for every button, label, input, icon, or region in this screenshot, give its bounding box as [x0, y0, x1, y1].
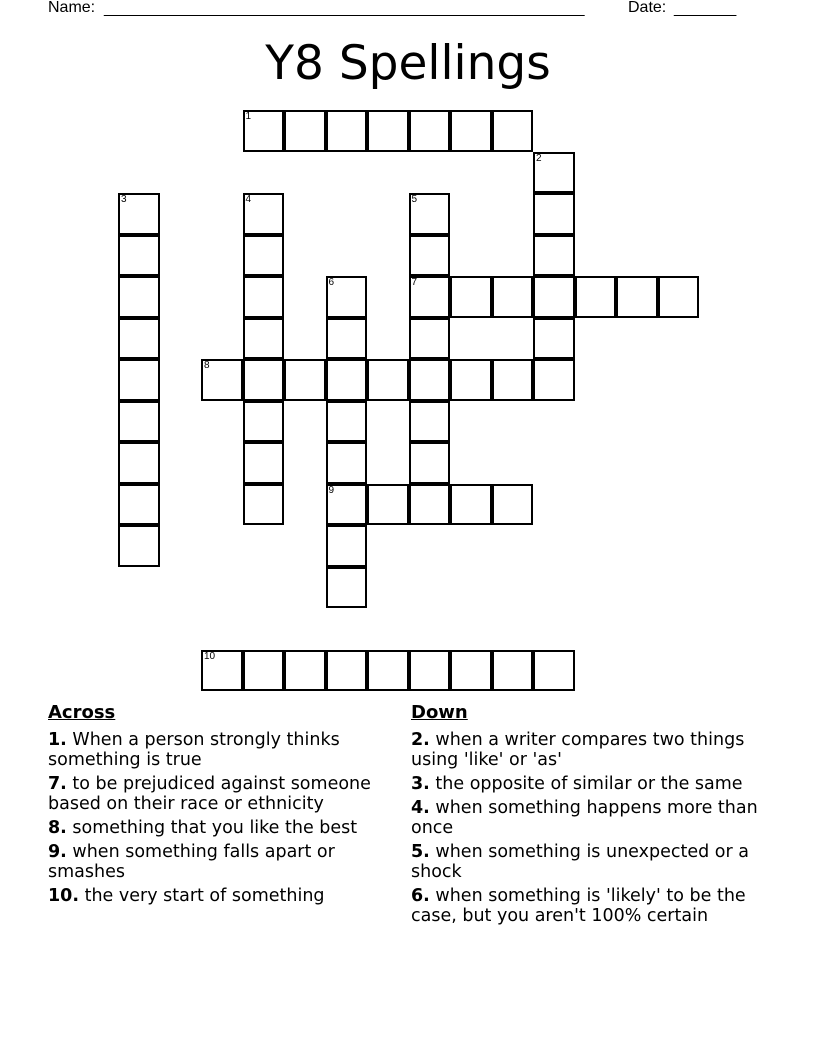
grid-cell[interactable] [284, 650, 326, 692]
clue-text: when something is 'likely' to be the case, but you aren't 100% certain [411, 886, 746, 926]
grid-cell[interactable] [658, 276, 700, 318]
grid-cell[interactable] [450, 650, 492, 692]
grid-cell[interactable] [492, 276, 534, 318]
grid-cell[interactable] [492, 650, 534, 692]
grid-cell[interactable] [326, 525, 368, 567]
clue-text: when something falls apart or smashes [48, 842, 335, 882]
grid-cell[interactable] [118, 276, 160, 318]
date-label: Date: [628, 0, 667, 16]
clue-across-9 [48, 842, 393, 882]
grid-cell[interactable] [616, 276, 658, 318]
clue-number: 4. [411, 798, 430, 818]
cell-number: 4 [245, 194, 252, 205]
clue-number: 1. [48, 730, 67, 750]
clue-number: 2. [411, 730, 430, 750]
name-label: Name: [48, 0, 96, 16]
grid-cell[interactable] [243, 401, 285, 443]
clue-number: 6. [411, 886, 430, 906]
cell-number: 7 [411, 277, 418, 288]
grid-cell[interactable] [284, 359, 326, 401]
clue-across-8 [48, 818, 393, 838]
grid-cell[interactable] [533, 650, 575, 692]
grid-cell[interactable] [533, 359, 575, 401]
clue-text: the opposite of similar or the same [435, 774, 743, 794]
grid-cell[interactable] [118, 193, 160, 235]
grid-cell[interactable] [409, 276, 451, 318]
clue-text: when something is unexpected or a shock [411, 842, 749, 882]
clue-text: when a writer compares two things using 'like' or 'as' [411, 730, 745, 770]
clue-text: something that you like the best [72, 818, 358, 838]
clue-down-3 [411, 774, 776, 794]
grid-cell[interactable] [243, 442, 285, 484]
grid-cell[interactable] [326, 110, 368, 152]
grid-cell[interactable] [492, 359, 534, 401]
grid-cell[interactable] [243, 110, 285, 152]
grid-cell[interactable] [409, 401, 451, 443]
name-field[interactable]: ______________________________________________________ [104, 0, 585, 17]
cell-number: 9 [328, 484, 335, 496]
grid-cell[interactable] [367, 359, 409, 401]
cell-number: 5 [411, 194, 418, 205]
clue-across-1 [48, 730, 393, 770]
cell-number: 1 [245, 111, 252, 122]
clue-number: 7. [48, 774, 67, 794]
clue-across-7 [48, 774, 393, 814]
grid-cell[interactable] [326, 442, 368, 484]
grid-cell[interactable] [533, 235, 575, 277]
grid-cell[interactable] [450, 484, 492, 526]
grid-cell[interactable] [533, 152, 575, 194]
grid-cell[interactable] [492, 110, 534, 152]
clue-down-4 [411, 798, 776, 838]
grid-cell[interactable] [243, 484, 285, 526]
grid-cell[interactable] [201, 650, 243, 692]
grid-cell[interactable] [409, 318, 451, 360]
grid-cell[interactable] [243, 276, 285, 318]
grid-cell[interactable] [367, 484, 409, 526]
grid-cell[interactable] [492, 484, 534, 526]
grid-cell[interactable] [118, 525, 160, 567]
grid-cell[interactable] [409, 484, 451, 526]
grid-cell[interactable] [243, 193, 285, 235]
grid-cell[interactable] [243, 318, 285, 360]
grid-cell[interactable] [243, 359, 285, 401]
grid-cell[interactable] [450, 359, 492, 401]
date-field[interactable]: _______ [674, 0, 737, 17]
clue-text: the very start of something [84, 886, 325, 906]
page-title: Y8 Spellings [265, 36, 551, 91]
grid-cell[interactable] [326, 401, 368, 443]
cell-number: 2 [536, 152, 542, 164]
grid-cell[interactable] [575, 276, 617, 318]
clue-down-2 [411, 730, 776, 770]
grid-cell[interactable] [367, 110, 409, 152]
cell-number: 10 [204, 650, 216, 662]
grid-cell[interactable] [450, 110, 492, 152]
grid-cell[interactable] [450, 276, 492, 318]
grid-cell[interactable] [367, 650, 409, 692]
grid-cell[interactable] [201, 359, 243, 401]
clue-number: 10. [48, 886, 80, 906]
grid-cell[interactable] [284, 110, 326, 152]
grid-cell[interactable] [118, 401, 160, 443]
clue-text: to be prejudiced against someone based on their race or ethnicity [48, 774, 371, 814]
clue-text: when something happens more than once [411, 798, 758, 838]
grid-cell[interactable] [409, 110, 451, 152]
grid-cell[interactable] [409, 235, 451, 277]
grid-cell[interactable] [326, 567, 368, 609]
down-clues [411, 702, 776, 930]
clue-text: When a person strongly thinks something is true [48, 730, 340, 770]
grid-cell[interactable] [118, 484, 160, 526]
grid-cell[interactable] [326, 359, 368, 401]
clue-across-10 [48, 886, 393, 906]
grid-cell[interactable] [409, 193, 451, 235]
clue-number: 9. [48, 842, 67, 862]
across-clues [48, 702, 393, 910]
grid-cell[interactable] [243, 650, 285, 692]
across-heading: Across [48, 702, 116, 723]
grid-cell[interactable] [533, 276, 575, 318]
clue-number: 8. [48, 818, 67, 838]
cell-number: 3 [121, 194, 127, 205]
cell-number: 8 [204, 360, 210, 371]
grid-cell[interactable] [118, 318, 160, 360]
clue-number: 3. [411, 774, 430, 794]
grid-cell[interactable] [409, 359, 451, 401]
grid-cell[interactable] [409, 442, 451, 484]
grid-cell[interactable] [118, 359, 160, 401]
grid-cell[interactable] [326, 276, 368, 318]
grid-cell[interactable] [118, 235, 160, 277]
clue-down-6 [411, 886, 776, 926]
grid-cell[interactable] [326, 650, 368, 692]
clue-down-5 [411, 842, 776, 882]
clue-number: 5. [411, 842, 430, 862]
grid-cell[interactable] [243, 235, 285, 277]
cell-number: 6 [328, 277, 335, 288]
grid-cell[interactable] [326, 484, 368, 526]
grid-cell[interactable] [533, 318, 575, 360]
grid-cell[interactable] [118, 442, 160, 484]
down-heading: Down [411, 702, 468, 723]
grid-cell[interactable] [533, 193, 575, 235]
grid-cell[interactable] [326, 318, 368, 360]
grid-cell[interactable] [409, 650, 451, 692]
